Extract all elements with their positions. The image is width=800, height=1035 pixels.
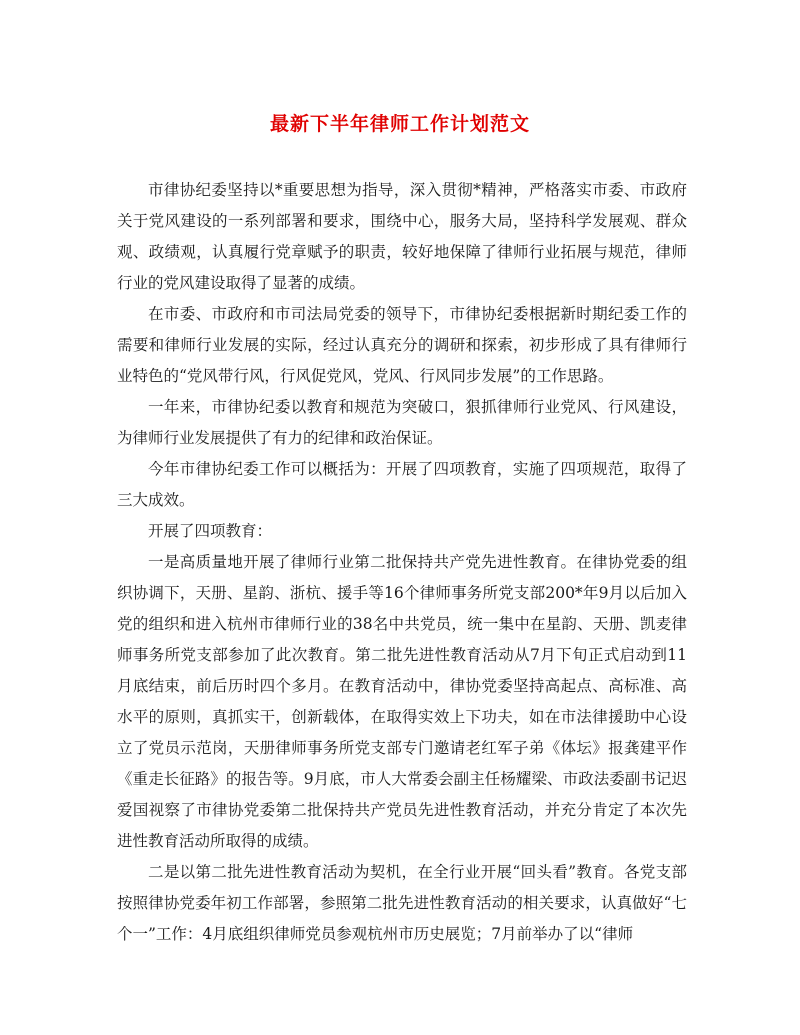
paragraph: 一是高质量地开展了律师行业第二批保持共产党先进性教育。在律协党委的组织协调下，天册、星韵、浙杭、援手等16个律师事务所党支部200*年9月以后加入党的组织和进入杭州市律师行业的38名中共党员，统一集中在星韵、天册、凯麦律师事务所党支部参加了此次教育。第二批先进性教育活动从7月下旬正式启动到11月底结束，前后历时四个多月。在教育活动中，律协党委坚持高起点、高标准、高水平的原则，真抓实干，创新载体，在取得实效上下功夫，如在市法律援助中心设立了党员示范岗，天册律师事务所党支部专门邀请老红军子弟《体坛》报龚建平作《重走长征路》的报告等。9月底，市人大常委会副主任杨耀梁、市政法委副书记迟爱国视察了市律协党委第二批保持共产党员先进性教育活动，并充分肯定了本次先进性教育活动所取得的成绩。 xyxy=(117,553,687,850)
paragraph: 在市委、市政府和市司法局党委的领导下，市律协纪委根据新时期纪委工作的需要和律师行业发展的实际，经过认真充分的调研和探索，初步形成了具有律师行业特色的“党风带行风，行风促党风，党风、行风同步发展”的工作思路。 xyxy=(117,305,687,385)
paragraph: 市律协纪委坚持以*重要思想为指导，深入贯彻*精神，严格落实市委、市政府关于党风建设的一系列部署和要求，围绕中心，服务大局，坚持科学发展观、群众观、政绩观，认真履行党章赋予的职责，较好地保障了律师行业拓展与规范，律师行业的党风建设取得了显著的成绩。 xyxy=(117,181,687,292)
document-title: 最新下半年律师工作计划范文 xyxy=(269,113,530,135)
paragraph: 二是以第二批先进性教育活动为契机，在全行业开展“回头看”教育。各党支部按照律协党委年初工作部署，参照第二批先进性教育活动的相关要求，认真做好“七个一”工作：4月底组织律师党员参观杭州市历史展览；7月前举办了以“律师 xyxy=(117,863,687,943)
paragraph: 开展了四项教育： xyxy=(148,522,273,540)
document-body xyxy=(117,175,687,950)
paragraph: 今年市律协纪委工作可以概括为：开展了四项教育，实施了四项规范，取得了三大成效。 xyxy=(117,460,687,509)
paragraph: 一年来，市律协纪委以教育和规范为突破口，狠抓律师行业党风、行风建设，为律师行业发展提供了有力的纪律和政治保证。 xyxy=(117,398,687,447)
